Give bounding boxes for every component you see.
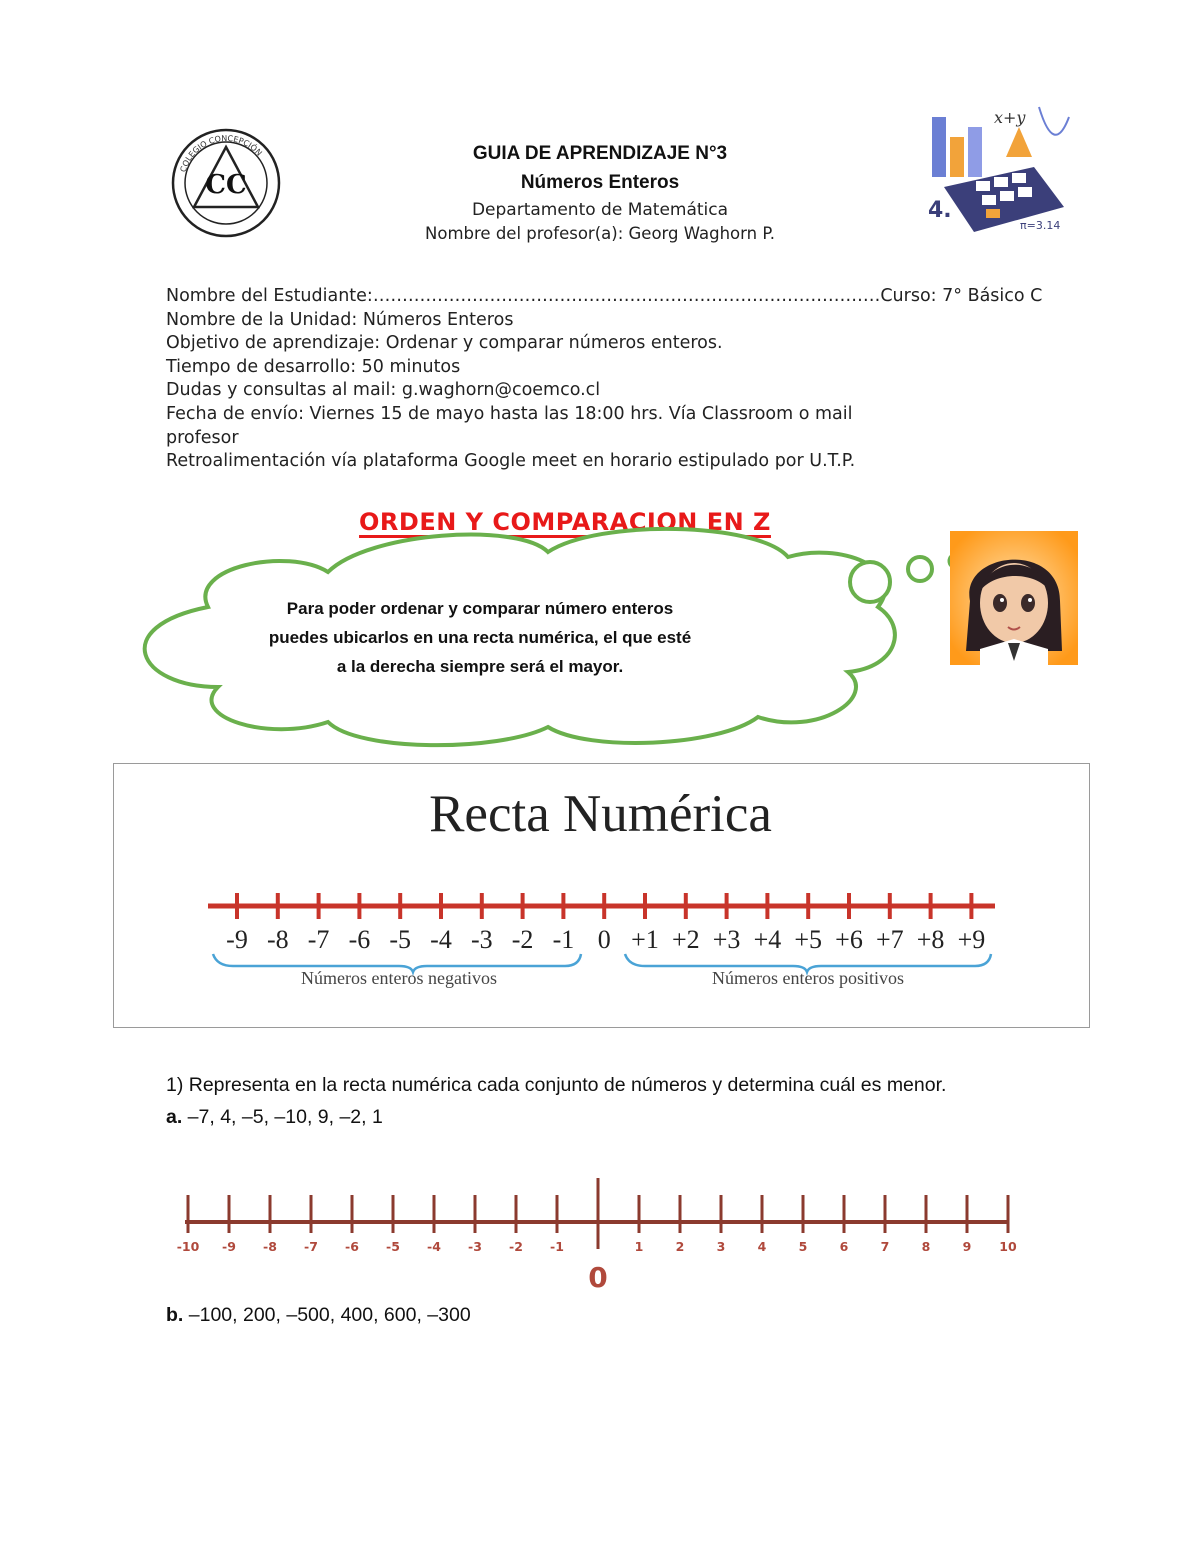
section-title: ORDEN Y COMPARACION EN Z: [359, 508, 771, 536]
exercise-tick-label: -4: [427, 1239, 441, 1254]
exercise-tick-label: 9: [962, 1239, 972, 1254]
exercise-title: 1) Representa en la recta numérica cada conjunto de números y determina cuál es menor.: [166, 1074, 947, 1096]
exercise-tick-label: -3: [468, 1239, 482, 1254]
exercise-tick-label: 2: [675, 1239, 685, 1254]
figure-tick-label: -7: [307, 925, 330, 954]
bubble-line-1: Para poder ordenar y comparar número enteros: [286, 599, 674, 618]
guide-title: GUIA DE APRENDIZAJE N°3: [472, 143, 728, 164]
exercise-tick-label: 6: [839, 1239, 849, 1254]
exercise-b-values: –100, 200, –500, 400, 600, –300: [183, 1304, 471, 1326]
svg-text:x+y: x+y: [994, 108, 1026, 127]
bubble-text: [220, 594, 740, 681]
send-date-line: Fecha de envío: Viernes 15 de mayo hasta las 18:00 hrs. Vía Classroom o mail: [166, 403, 853, 424]
contact-line: Dudas y consultas al mail: g.waghorn@coemco.cl: [166, 380, 601, 401]
student-line: Nombre del Estudiante:……………………………………………………………………………Curso: 7° Básico C: [166, 286, 1043, 306]
figure-tick-label: -4: [430, 925, 452, 954]
logo-monogram: CC: [205, 170, 247, 200]
exercise-tick-label: -10: [176, 1239, 200, 1254]
figure-tick-label: +8: [916, 925, 945, 954]
exercise-b-label: b.: [166, 1304, 184, 1326]
exercise-tick-label: 5: [798, 1239, 808, 1254]
zero-label: 0: [588, 1261, 608, 1294]
math-illustration: [924, 97, 1076, 240]
svg-text:4.: 4.: [928, 198, 952, 223]
exercise-tick-label: 10: [999, 1239, 1017, 1254]
figure-tick-label: -5: [389, 925, 412, 954]
exercise-a: [166, 1106, 383, 1129]
exercise-number-line: [170, 1175, 1030, 1295]
exercise-a-values: –7, 4, –5, –10, 9, –2, 1: [182, 1106, 383, 1128]
school-logo: [170, 127, 282, 239]
exercise-tick-label: -2: [509, 1239, 523, 1254]
exercise-tick-label: -6: [345, 1239, 359, 1254]
exercise-tick-label: -7: [304, 1239, 318, 1254]
objective-line: Objetivo de aprendizaje: Ordenar y comparar números enteros.: [166, 333, 723, 354]
figure-tick-label: -8: [266, 925, 289, 954]
figure-tick-label: -6: [348, 925, 371, 954]
svg-text:COLEGIO CONCEPCIÓN: COLEGIO CONCEPCIÓN: [178, 133, 264, 174]
guide-subtitle: Números Enteros: [520, 172, 680, 193]
exercise-tick-label: -9: [222, 1239, 236, 1254]
exercise-tick-label: 1: [634, 1239, 644, 1254]
figure-tick-label: -9: [226, 925, 248, 954]
negative-caption: Números enteros negativos: [301, 968, 497, 988]
time-line: Tiempo de desarrollo: 50 minutos: [166, 356, 461, 377]
figure-tick-label: -2: [511, 925, 534, 954]
exercise-tick-label: -1: [550, 1239, 564, 1254]
figure-tick-label: +7: [875, 925, 904, 954]
figure-title: Recta Numérica: [429, 785, 772, 843]
figure-tick-label: +3: [712, 925, 741, 954]
figure-number-line: [113, 880, 1088, 1000]
bubble-line-2: puedes ubicarlos en una recta numérica, el que esté: [268, 628, 692, 647]
send-date-line-cont: profesor: [166, 427, 239, 448]
figure-tick-label: +5: [794, 925, 823, 954]
figure-tick-label: +4: [753, 925, 782, 954]
exercise-tick-label: 4: [757, 1239, 767, 1254]
figure-tick-label: 0: [597, 925, 611, 954]
exercise-a-label: a.: [166, 1106, 183, 1128]
positive-caption: Números enteros positivos: [712, 968, 904, 988]
bubble-line-3: a la derecha siempre será el mayor.: [336, 657, 624, 676]
unit-line: Nombre de la Unidad: Números Enteros: [166, 309, 514, 330]
figure-tick-label: +6: [835, 925, 863, 954]
figure-tick-label: +9: [957, 925, 986, 954]
exercise-b: [166, 1304, 471, 1327]
department: Departamento de Matemática: [471, 200, 729, 220]
feedback-line: Retroalimentación vía plataforma Google meet en horario estipulado por U.T.P.: [166, 451, 856, 472]
figure-tick-label: -3: [470, 925, 493, 954]
exercise-tick-label: 8: [921, 1239, 931, 1254]
figure-tick-label: +2: [671, 925, 700, 954]
figure-tick-label: -1: [552, 925, 575, 954]
exercise-tick-label: -8: [263, 1239, 277, 1254]
svg-text:π=3.14: π=3.14: [1020, 219, 1061, 232]
exercise-tick-label: -5: [386, 1239, 400, 1254]
avatar: [950, 531, 1078, 665]
info-block: [166, 285, 1046, 474]
teacher-name: Nombre del profesor(a): Georg Waghorn P.: [425, 224, 775, 243]
exercise-tick-label: 7: [880, 1239, 890, 1254]
figure-tick-label: +1: [631, 925, 659, 954]
exercise-tick-label: 3: [716, 1239, 726, 1254]
